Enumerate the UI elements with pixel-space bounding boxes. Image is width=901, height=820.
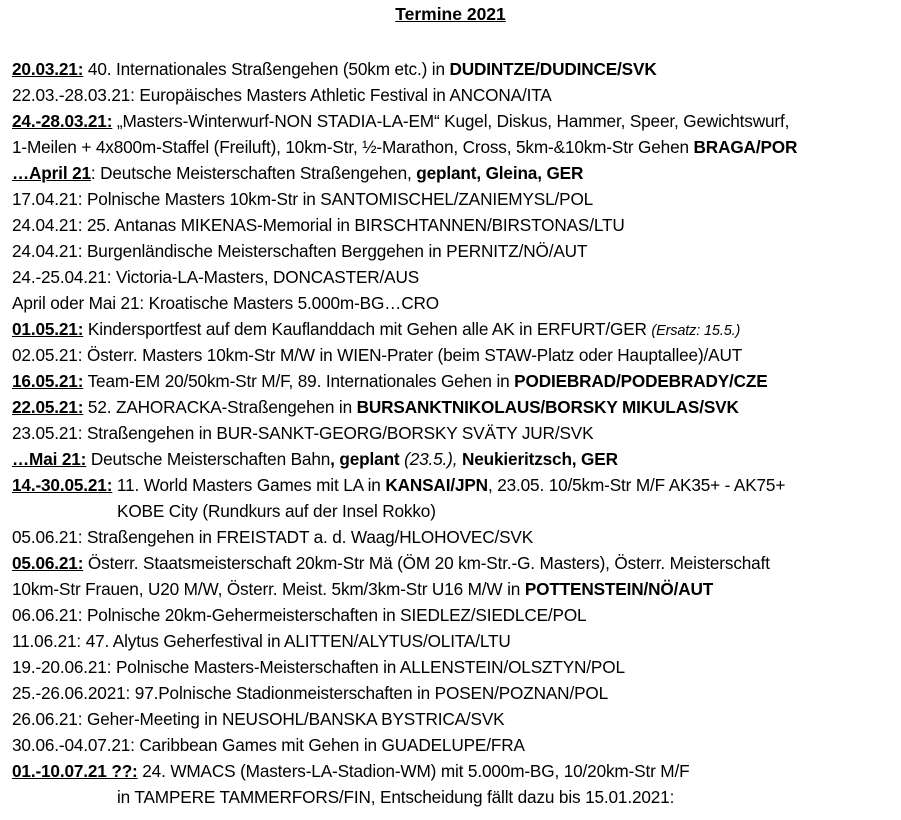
event-line — [12, 56, 889, 82]
event-date: April oder Mai 21: — [12, 293, 144, 313]
event-date: 01.05.21: — [12, 319, 84, 339]
event-location-bold: BRAGA/POR — [693, 137, 798, 157]
event-text: Straßengehen in BUR-SANKT-GEORG/BORSKY SVÄTY JUR/SVK — [82, 423, 594, 443]
event-date: 11.06.21: — [12, 631, 82, 651]
event-date: 22.03.-28.03.21: — [12, 85, 135, 105]
event-date: 02.05.21: — [12, 345, 83, 365]
event-text: Kroatische Masters 5.000m-BG…CRO — [144, 293, 439, 313]
event-line-continuation — [12, 134, 889, 160]
event-location-bold: PODIEBRAD/PODEBRADY/CZE — [514, 371, 768, 391]
event-line — [12, 524, 889, 550]
event-location-bold: KANSAI/JPN — [385, 475, 488, 495]
event-date: 25.-26.06.2021: — [12, 683, 131, 703]
event-text: „Masters-Winterwurf-NON STADIA-LA-EM“ Kugel, Diskus, Hammer, Speer, Gewichtswurf, — [112, 111, 790, 131]
event-date: 30.06.-04.07.21: — [12, 735, 135, 755]
event-text: Polnische 20km-Gehermeisterschaften in SIEDLEZ/SIEDLCE/POL — [82, 605, 587, 625]
event-text: Europäisches Masters Athletic Festival in ANCONA/ITA — [134, 85, 552, 105]
event-line — [12, 706, 889, 732]
event-text: Polnische Masters 10km-Str in SANTOMISCHEL/ZANIEMYSL/POL — [82, 189, 594, 209]
event-line — [12, 446, 889, 472]
event-text: in TAMPERE TAMMERFORS/FIN, Entscheidung fällt dazu bis 15.01.2021: — [117, 787, 675, 807]
event-line-continuation — [12, 784, 889, 810]
event-line — [12, 108, 889, 134]
event-line — [12, 680, 889, 706]
event-text: : Deutsche Meisterschaften Straßengehen, — [90, 163, 417, 183]
event-line-continuation — [12, 576, 889, 602]
event-text: 52. ZAHORACKA-Straßengehen in — [83, 397, 357, 417]
event-line — [12, 342, 889, 368]
event-line — [12, 316, 889, 342]
event-date: 19.-20.06.21: — [12, 657, 112, 677]
event-text: KOBE City (Rundkurs auf der Insel Rokko) — [117, 501, 436, 521]
event-line — [12, 628, 889, 654]
event-date: …April 21 — [12, 163, 91, 183]
event-text: Polnische Masters-Meisterschaften in ALLENSTEIN/OLSZTYN/POL — [111, 657, 625, 677]
event-text: 47. Alytus Geherfestival in ALITTEN/ALYTUS/OLITA/LTU — [81, 631, 511, 651]
event-date: 16.05.21: — [12, 371, 84, 391]
event-text: 24. WMACS (Masters-LA-Stadion-WM) mit 5.000m-BG, 10/20km-Str M/F — [137, 761, 690, 781]
event-date: 20.03.21: — [12, 59, 84, 79]
event-text: Victoria-LA-Masters, DONCASTER/AUS — [111, 267, 420, 287]
event-line — [12, 238, 889, 264]
event-date: 26.06.21: — [12, 709, 83, 729]
event-date: 22.05.21: — [12, 397, 84, 417]
event-line — [12, 732, 889, 758]
event-date: …Mai 21: — [12, 449, 87, 469]
event-text: 11. World Masters Games mit LA in — [112, 475, 386, 495]
event-text: Kindersportfest auf dem Kauflanddach mit Gehen alle AK in ERFURT/GER — [83, 319, 652, 339]
event-list — [12, 56, 889, 810]
event-line — [12, 264, 889, 290]
event-line — [12, 368, 889, 394]
event-text: 97.Polnische Stadionmeisterschaften in POSEN/POZNAN/POL — [130, 683, 609, 703]
event-text: Österr. Staatsmeisterschaft 20km-Str Mä (ÖM 20 km-Str.-G. Masters), Österr. Meisterschaft — [83, 553, 770, 573]
event-date: 24.04.21: — [12, 241, 83, 261]
event-note: (23.5.), — [404, 449, 458, 469]
event-text: Deutsche Meisterschaften Bahn — [86, 449, 331, 469]
event-text: Team-EM 20/50km-Str M/F, 89. Internationales Gehen in — [83, 371, 515, 391]
event-text: Burgenländische Meisterschaften Berggehen in PERNITZ/NÖ/AUT — [82, 241, 588, 261]
event-text: Straßengehen in FREISTADT a. d. Waag/HLOHOVEC/SVK — [82, 527, 534, 547]
event-line — [12, 550, 889, 576]
event-date: 24.-25.04.21: — [12, 267, 112, 287]
event-line — [12, 602, 889, 628]
event-date: 24.-28.03.21: — [12, 111, 113, 131]
event-date: 06.06.21: — [12, 605, 83, 625]
event-text: 25. Antanas MIKENAS-Memorial in BIRSCHTANNEN/BIRSTONAS/LTU — [82, 215, 625, 235]
event-line — [12, 212, 889, 238]
event-date: 01.-10.07.21 ??: — [12, 761, 138, 781]
event-line — [12, 186, 889, 212]
event-date: 14.-30.05.21: — [12, 475, 113, 495]
event-text: Österr. Masters 10km-Str M/W in WIEN-Prater (beim STAW-Platz oder Hauptallee)/AUT — [82, 345, 743, 365]
event-line — [12, 290, 889, 316]
event-location-bold: , geplant — [330, 449, 405, 469]
event-location-bold: POTTENSTEIN/NÖ/AUT — [524, 579, 714, 599]
event-text: 10km-Str Frauen, U20 M/W, Österr. Meist. 5km/3km-Str U16 M/W in — [12, 579, 525, 599]
event-date: 23.05.21: — [12, 423, 83, 443]
event-date: 17.04.21: — [12, 189, 83, 209]
event-line — [12, 472, 889, 498]
event-location-bold: BURSANKTNIKOLAUS/BORSKY MIKULAS/SVK — [356, 397, 739, 417]
event-text: 1-Meilen + 4x800m-Staffel (Freiluft), 10km-Str, ½-Marathon, Cross, 5km-&10km-Str Gehen — [12, 137, 694, 157]
event-date: 24.04.21: — [12, 215, 83, 235]
event-line — [12, 654, 889, 680]
event-text: Geher-Meeting in NEUSOHL/BANSKA BYSTRICA/SVK — [82, 709, 505, 729]
event-line — [12, 420, 889, 446]
event-date: 05.06.21: — [12, 553, 84, 573]
event-date: 05.06.21: — [12, 527, 83, 547]
event-location-bold: Neukieritzsch, GER — [457, 449, 618, 469]
event-location-bold: geplant, Gleina, GER — [416, 163, 584, 183]
page-title: Termine 2021 — [395, 4, 506, 24]
event-line — [12, 82, 889, 108]
event-line — [12, 394, 889, 420]
event-note: (Ersatz: 15.5.) — [651, 323, 741, 339]
event-text: , 23.05. 10/5km-Str M/F AK35+ - AK75+ — [487, 475, 786, 495]
event-text: 40. Internationales Straßengehen (50km etc.) in — [83, 59, 450, 79]
event-line — [12, 160, 889, 186]
event-line — [12, 758, 889, 784]
event-text: Caribbean Games mit Gehen in GUADELUPE/FRA — [134, 735, 525, 755]
event-location-bold: DUDINTZE/DUDINCE/SVK — [449, 59, 657, 79]
event-line-continuation — [12, 498, 889, 524]
